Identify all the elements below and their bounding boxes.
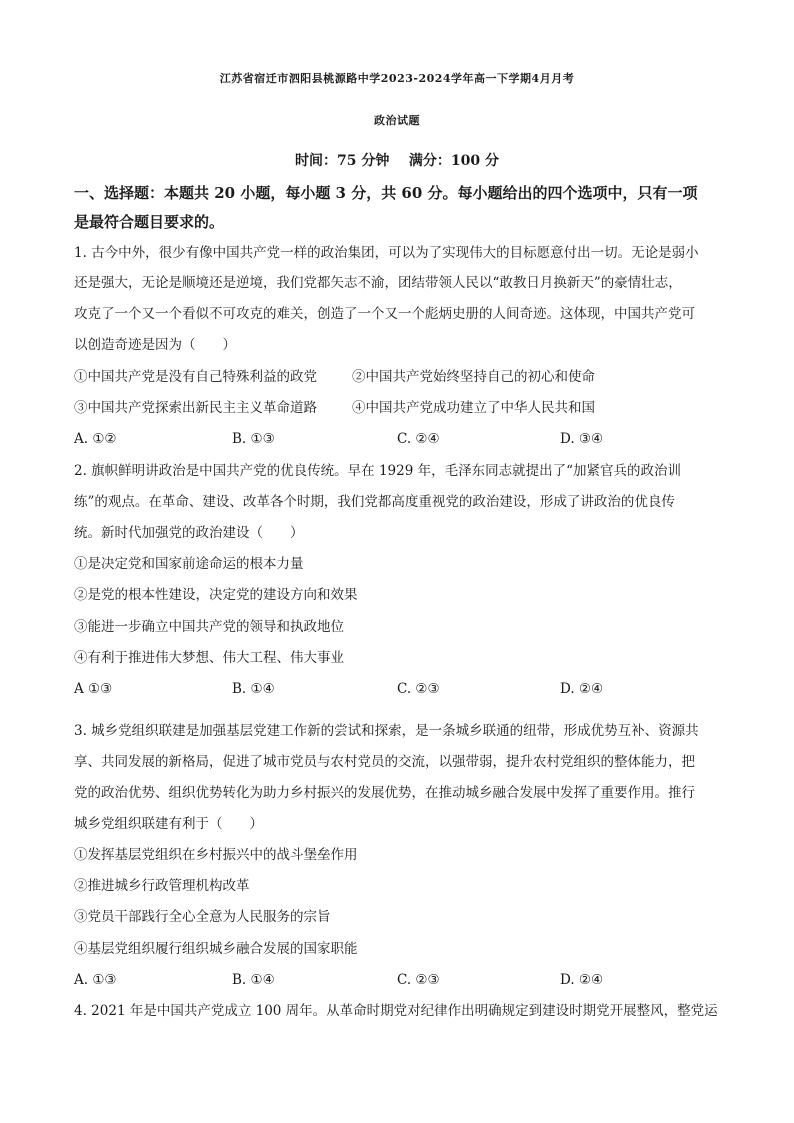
- q2-stem-line: 统。新时代加强党的政治建设（ ）: [74, 525, 304, 541]
- q3-option: ①发挥基层党组织在乡村振兴中的战斗堡垒作用: [74, 847, 358, 863]
- q3-stem-line: 党的政治优势、组织优势转化为助力乡村振兴的发展优势，在推动城乡融合发展中发挥了重要作用。推行: [74, 785, 695, 801]
- q2-stem-line: 2. 旗帜鲜明讲政治是中国共产党的优良传统。早在 1929 年，毛泽东同志就提出了“加紧官兵的政治训: [74, 463, 682, 479]
- exam-subject: 政治试题: [374, 114, 420, 127]
- q2-answer-b: B. ①④: [232, 681, 275, 697]
- exam-meta: 时间：75 分钟 满分：100 分: [295, 153, 499, 169]
- section-heading-cont: 是最符合题目要求的。: [74, 213, 225, 231]
- q2-answer-a: A ①③: [74, 681, 113, 697]
- q3-option: ③党员干部践行全心全意为人民服务的宗旨: [74, 909, 331, 925]
- q1-option: ④中国共产党成功建立了中华人民共和国: [352, 400, 595, 416]
- q2-answer-d: D. ②④: [560, 681, 604, 697]
- q3-stem-line: 城乡党组织联建有利于（ ）: [74, 816, 263, 832]
- q1-answer-d: D. ③④: [560, 431, 604, 447]
- q2-stem-line: 练”的观点。在革命、建设、改革各个时期，我们党都高度重视党的政治建设，形成了讲政治的优良传: [74, 494, 675, 510]
- q2-option: ②是党的根本性建设，决定党的建设方向和效果: [74, 587, 358, 603]
- q3-answer-b: B. ①④: [232, 972, 275, 988]
- q1-stem-line: 还是强大，无论是顺境还是逆境，我们党都矢志不渝，团结带领人民以“敢教日月换新天”的豪情壮志，: [74, 275, 682, 291]
- q1-answer-b: B. ①③: [232, 431, 275, 447]
- q2-option: ①是决定党和国家前途命运的根本力量: [74, 556, 304, 572]
- q4-stem-line: 4. 2021 年是中国共产党成立 100 周年。从革命时期党对纪律作出明确规定到建设时期党开展整风，整党运: [74, 1003, 718, 1019]
- q3-option: ②推进城乡行政管理机构改革: [74, 878, 250, 894]
- q2-answer-c: C. ②③: [397, 681, 440, 697]
- q1-stem-line: 以创造奇迹是因为（ ）: [74, 337, 236, 353]
- q3-answer-c: C. ②③: [397, 972, 440, 988]
- q3-answer-a: A. ①③: [74, 972, 117, 988]
- q1-answer-a: A. ①②: [74, 431, 117, 447]
- q3-answer-d: D. ②④: [560, 972, 604, 988]
- q3-stem-line: 享、共同发展的新格局，促进了城市党员与农村党员的交流，以强带弱，提升农村党组织的整体能力，把: [74, 754, 695, 770]
- q3-stem-line: 3. 城乡党组织联建是加强基层党建工作新的尝试和探索，是一条城乡联通的纽带，形成优势互补、资源共: [74, 723, 699, 739]
- exam-title: 江苏省宿迁市泗阳县桃源路中学2023-2024学年高一下学期4月月考: [219, 72, 575, 85]
- q1-answer-c: C. ②④: [397, 431, 440, 447]
- q1-stem-line: 攻克了一个又一个看似不可攻克的难关，创造了一个又一个彪炳史册的人间奇迹。这体现，中国共产党可: [74, 306, 695, 322]
- q1-option: ③中国共产党探索出新民主主义革命道路: [74, 400, 317, 416]
- q1-option: ②中国共产党始终坚持自己的初心和使命: [352, 369, 595, 385]
- q2-option: ③能进一步确立中国共产党的领导和执政地位: [74, 619, 344, 635]
- q3-option: ④基层党组织履行组织城乡融合发展的国家职能: [74, 941, 358, 957]
- section-heading: 一、选择题：本题共 20 小题，每小题 3 分，共 60 分。每小题给出的四个选项中，只有一项: [74, 184, 698, 202]
- q1-option: ①中国共产党是没有自己特殊利益的政党: [74, 369, 317, 385]
- q2-option: ④有利于推进伟大梦想、伟大工程、伟大事业: [74, 650, 344, 666]
- q1-stem-line: 1. 古今中外，很少有像中国共产党一样的政治集团，可以为了实现伟大的目标愿意付出一切。无论是弱小: [74, 245, 699, 261]
